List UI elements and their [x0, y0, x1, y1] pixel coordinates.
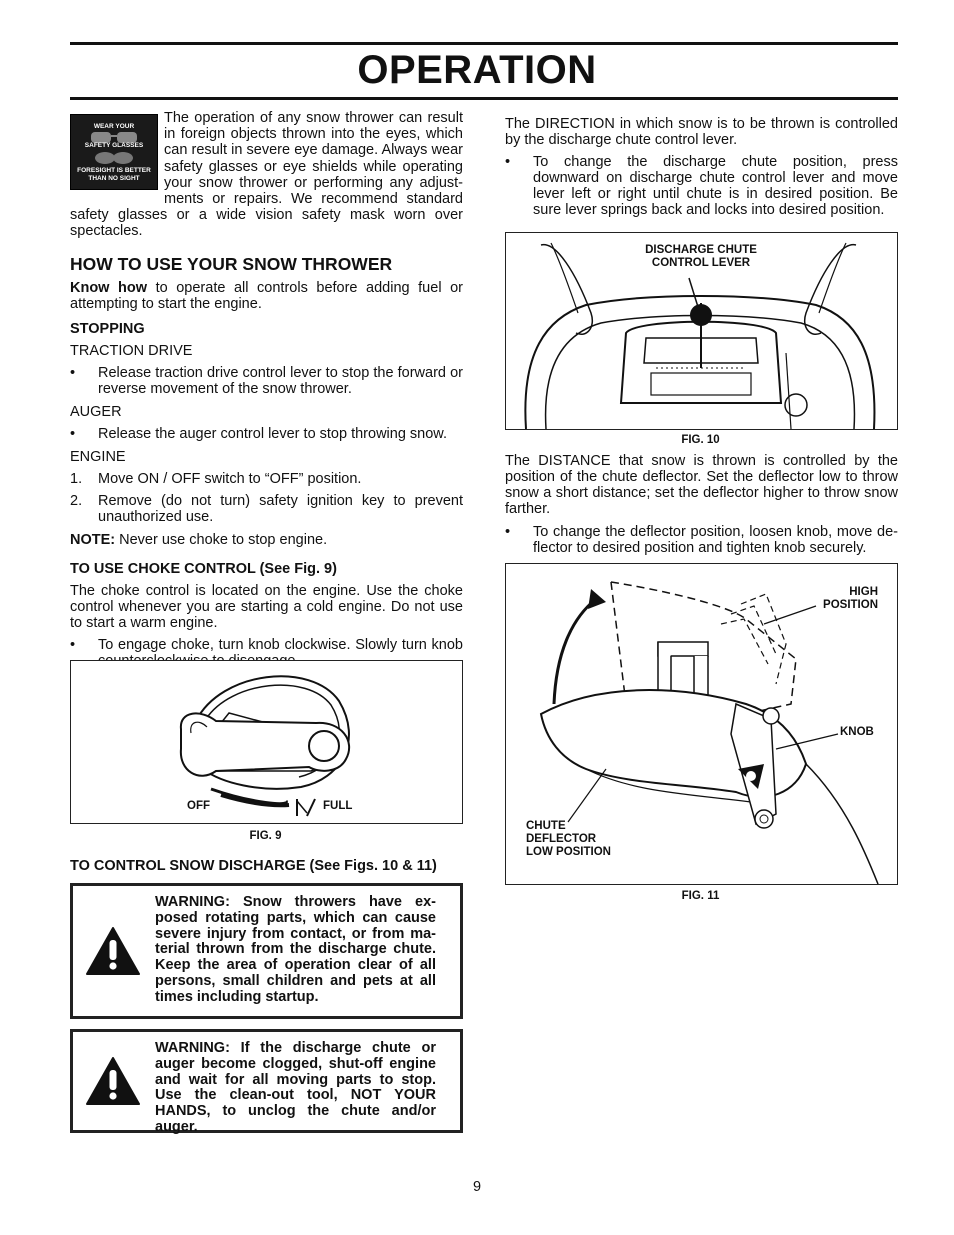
engine-step-2: [70, 493, 463, 525]
fig9-box: [70, 660, 463, 824]
traction-label: TRACTION DRIVE: [70, 342, 193, 359]
warning-box-2: [70, 1029, 463, 1133]
goggles-graphic: [71, 150, 157, 166]
choke-heading: TO USE CHOKE CONTROL (See Fig. 9): [70, 560, 337, 577]
warning-1-text: WARNING: Snow throwers have ex-posed rotating parts, which can cause severe injury from contact, or from ma-terial thrown from the discharge chute. Keep the area of operation clear of all persons, small children and pets at all times including startup.: [155, 894, 436, 1005]
auger-bullet: [70, 426, 463, 442]
intro-paragraph: The operation of any snow thrower can result in foreign objects thrown into the eyes, which can result in severe eye damage. Always wear safety glasses or eye shields while operating your snow thrower or performing any adjust-ments or repairs. We recommend standard safety glasses or a wide vision safety mask worn over spectacles.: [70, 110, 463, 240]
badge-line-1: WEAR YOUR: [93, 123, 135, 130]
fig10-label-line1: DISCHARGE CHUTE: [645, 244, 757, 256]
fig10-label: [626, 244, 776, 270]
bullet-mark: •: [505, 154, 511, 170]
note-rest: Never use choke to stop engine.: [115, 531, 328, 548]
step-text: Move ON / OFF switch to “OFF” position.: [98, 470, 362, 487]
fig11-box: [505, 563, 898, 885]
fig11-high-line2: POSITION: [823, 599, 878, 611]
top-rule: [70, 42, 898, 45]
right-column-lower: [505, 453, 898, 556]
distance-bullet: [505, 524, 898, 556]
direction-paragraph: The DIRECTION in which snow is to be thrown is controlled by the discharge chute control lever.: [505, 116, 898, 148]
fig9-caption: FIG. 9: [249, 830, 282, 842]
warning-triangle-icon: [85, 926, 141, 976]
direction-bullet: [505, 154, 898, 218]
distance-paragraph: The DISTANCE that snow is thrown is controlled by the position of the chute deflector. Set the deflector low to throw snow a short distance; set the deflector higher to throw snow farther.: [505, 453, 898, 517]
fig11-caption: FIG. 11: [681, 890, 720, 902]
fig11-knob-label: KNOB: [840, 726, 874, 738]
know-how-bold: Know how: [70, 279, 148, 296]
choke-bullet-text: To engage choke, turn knob clockwise. Slowly turn knob: [98, 636, 463, 653]
engine-step-1: [70, 471, 463, 487]
page-title: OPERATION: [357, 48, 597, 92]
fig10-box: [505, 232, 898, 430]
bullet-mark: •: [505, 524, 511, 540]
distance-bullet-text: To change the deflector position, loosen knob, move de-flector to desired position and tighten knob securely.: [533, 524, 898, 556]
fig11-chute-line2: DEFLECTOR: [526, 833, 597, 845]
know-how-paragraph: [70, 280, 463, 312]
auger-bullet-text: Release the auger control lever to stop throwing snow.: [98, 425, 448, 442]
warning-2-text: WARNING: If the discharge chute or auger become clogged, shut-off engine and wait for all moving parts to stop. Use the clean-out tool, NOT YOUR HANDS, to unclog the chute and/or auger.: [155, 1040, 436, 1135]
bullet-mark: •: [70, 364, 76, 381]
fig10-label-line2: CONTROL LEVER: [651, 257, 751, 269]
traction-bullet-text: Release traction drive control lever to stop the forward or reverse movement of the snow thrower.: [98, 364, 463, 397]
title-underline: [70, 97, 898, 100]
choke-paragraph: The choke control is located on the engine. Use the choke control whenever you are starting a cold engine. Do not use to start a warm engine.: [70, 582, 463, 631]
fig11-high-label: [818, 586, 878, 612]
badge-line-4: THAN NO SIGHT: [88, 175, 140, 182]
bullet-mark: •: [70, 636, 76, 653]
direction-bullet-text: To change the discharge chute position, press downward on discharge chute control lever and move lever left or right until chute is in desired position. Be sure lever springs back and locks into desired position.: [533, 154, 898, 218]
fig11-high-line1: HIGH: [849, 586, 878, 598]
step-number: 1.: [70, 470, 83, 487]
traction-bullet: [70, 365, 463, 397]
fig9-off-label: OFF: [187, 800, 210, 812]
warning-box-1: [70, 883, 463, 1019]
fig11-chute-line3: LOW POSITION: [526, 846, 611, 858]
note-bold: NOTE:: [70, 531, 116, 548]
step-text: Remove (do not turn) safety ignition key to prevent unauthorized use.: [98, 492, 463, 525]
left-column: [70, 110, 463, 669]
page-number: 9: [472, 1179, 482, 1195]
choke-knob-icon: [71, 661, 462, 823]
badge-line-3: FORESIGHT IS BETTER: [77, 167, 151, 174]
badge-line-2: SAFETY GLASSES: [84, 142, 144, 149]
stopping-heading: STOPPING: [70, 320, 145, 337]
auger-label: AUGER: [70, 403, 122, 420]
fig10-caption: FIG. 10: [681, 434, 720, 446]
right-column: [505, 116, 898, 218]
warning-triangle-icon: [85, 1056, 141, 1106]
fig11-chute-line1: CHUTE: [526, 820, 566, 832]
step-number: 2.: [70, 492, 83, 509]
engine-label: ENGINE: [70, 448, 126, 465]
note-paragraph: [70, 532, 463, 548]
discharge-heading: TO CONTROL SNOW DISCHARGE (See Figs. 10 & 11): [70, 858, 437, 874]
know-how-rest: to operate all controls before adding fuel or attempting to start the engine.: [70, 279, 463, 312]
safety-glasses-icon: [70, 114, 158, 190]
fig9-full-label: FULL: [323, 800, 353, 812]
how-to-heading: HOW TO USE YOUR SNOW THROWER: [70, 253, 393, 274]
fig11-chute-label: [526, 820, 611, 859]
bullet-mark: •: [70, 425, 76, 442]
